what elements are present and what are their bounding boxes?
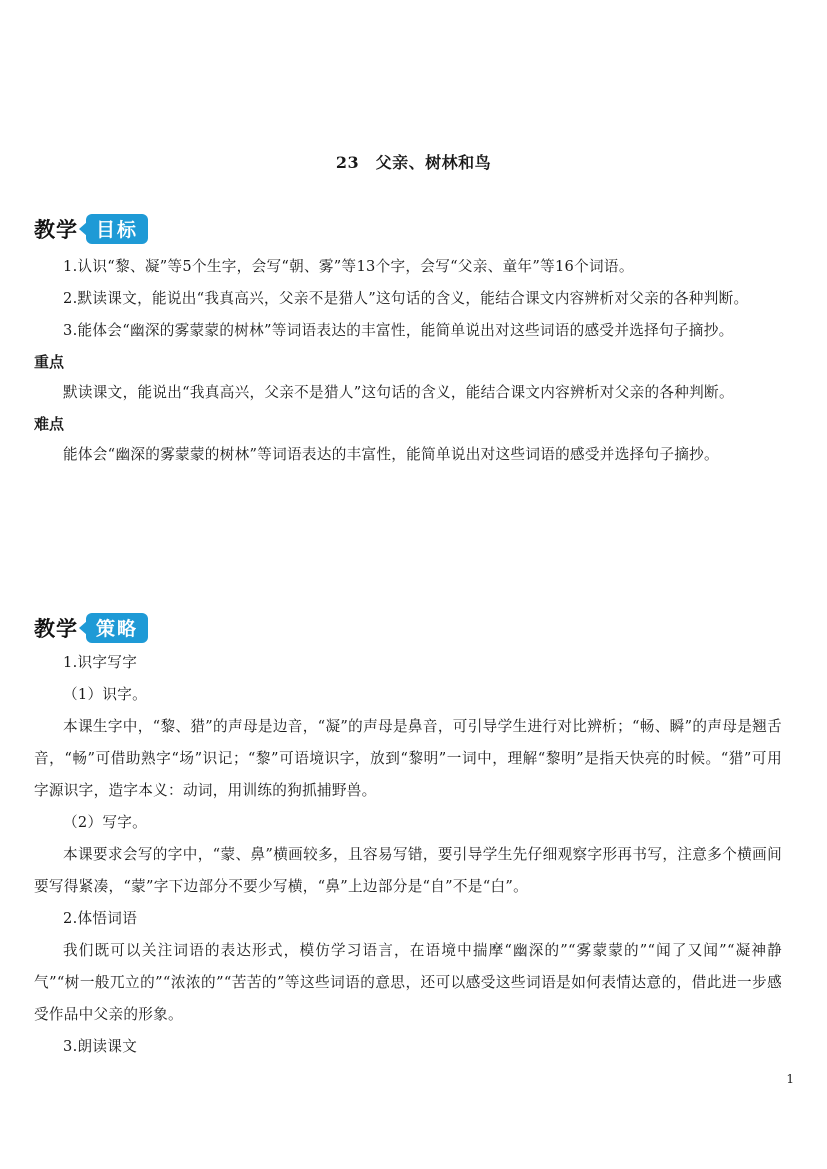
- section-heading-main: 教学: [34, 617, 78, 641]
- goals-block: [34, 251, 782, 471]
- section-heading-tag: 目标: [86, 214, 148, 244]
- strategy-text: 本课生字中，“黎、猎”的声母是边音，“凝”的声母是鼻音，可引导学生进行对比辨析；“畅、瞬”的声母是翘舌音，“畅”可借助熟字“场”识记；“黎”可语境识字，放到“黎明”一词中，理解“黎明”是指天快亮的时候。“猎”可用字源识字，造字本义：动词，用训练的狗抓捕野兽。: [34, 718, 782, 799]
- strategy-text: 本课要求会写的字中，“蒙、鼻”横画较多，且容易写错，要引导学生先仔细观察字形再书写，注意多个横画间要写得紧凑，“蒙”字下边部分不要少写横，“鼻”上边部分是“自”不是“白”。: [34, 846, 782, 895]
- strategy-item-title: 1.识字写字: [63, 654, 138, 671]
- section-heading-goals: [34, 214, 148, 244]
- strategy-block: [34, 647, 782, 1063]
- lesson-title: 23 父亲、树林和鸟: [335, 153, 492, 172]
- strategy-subitem-title: （1）识字。: [63, 686, 148, 703]
- strategy-text: 我们既可以关注词语的表达形式，模仿学习语言，在语境中揣摩“幽深的”“雾蒙蒙的”“闻了又闻”“凝神静气”“树一般兀立的”“浓浓的”“苦苦的”等这些词语的意思，还可以感受这些词语是如何表情达意的，借此进一步感受作品中父亲的形象。: [34, 942, 782, 1023]
- goal-item: 1.认识“黎、凝”等5个生字，会写“朝、雾”等13个字，会写“父亲、童年”等16个词语。: [63, 258, 634, 275]
- key-point-text: 默读课文，能说出“我真高兴，父亲不是猎人”这句话的含义，能结合课文内容辨析对父亲的各种判断。: [63, 384, 734, 401]
- strategy-subitem-title: （2）写字。: [63, 814, 148, 831]
- section-heading-strategy: [34, 613, 148, 643]
- goal-item: 2.默读课文，能说出“我真高兴，父亲不是猎人”这句话的含义，能结合课文内容辨析对父亲的各种判断。: [63, 290, 749, 307]
- key-point-heading: 重点: [34, 353, 65, 371]
- page-number: 1: [786, 1072, 794, 1086]
- difficulty-text: 能体会“幽深的雾蒙蒙的树林”等词语表达的丰富性，能简单说出对这些词语的感受并选择句子摘抄。: [63, 446, 719, 463]
- section-heading-tag: 策略: [86, 613, 148, 643]
- strategy-item-title: 3.朗读课文: [63, 1038, 138, 1055]
- goal-item: 3.能体会“幽深的雾蒙蒙的树林”等词语表达的丰富性，能简单说出对这些词语的感受并选择句子摘抄。: [63, 322, 734, 339]
- section-heading-main: 教学: [34, 218, 78, 242]
- difficulty-heading: 难点: [34, 415, 65, 433]
- strategy-item-title: 2.体悟词语: [63, 910, 138, 927]
